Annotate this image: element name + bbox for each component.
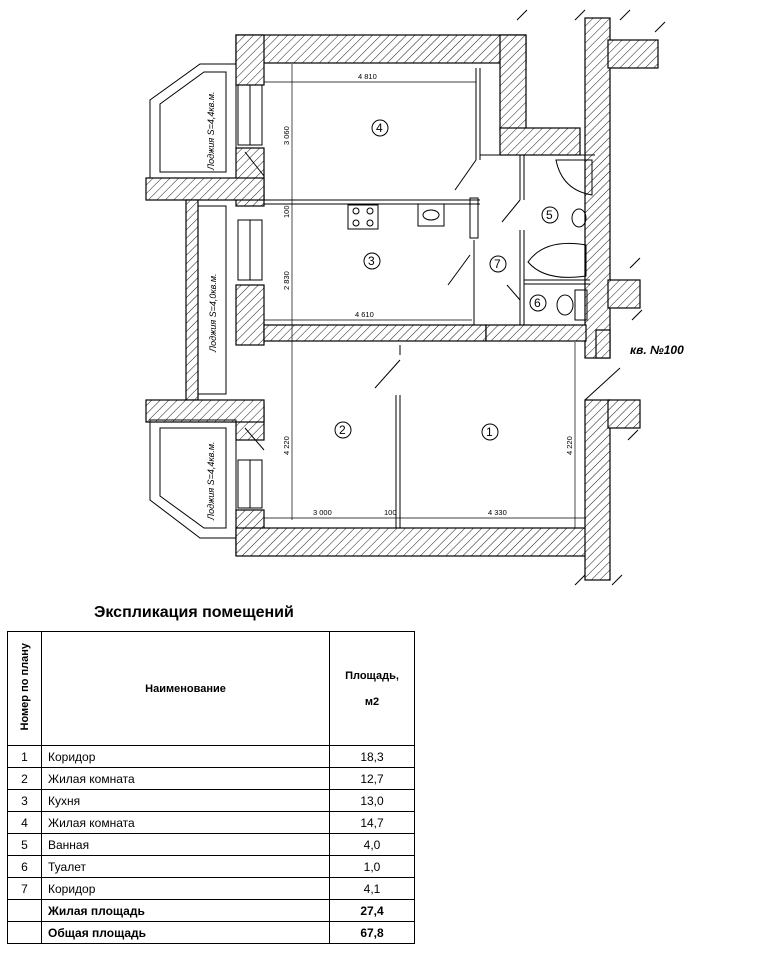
row-area: 18,3 — [330, 746, 415, 768]
table-header-row — [8, 632, 415, 746]
dim-partition-1: 100 — [282, 205, 291, 218]
fixtures — [348, 160, 592, 320]
total-row-living — [8, 900, 415, 922]
header-number: Номер по плану — [8, 632, 42, 746]
room-number-5: 5 — [546, 208, 553, 222]
row-name: Ванная — [42, 834, 330, 856]
apartment-label: кв. №100 — [630, 343, 684, 357]
table-row — [8, 834, 415, 856]
row-num: 5 — [8, 834, 42, 856]
loggia-label-bottom: Лоджия S=4,4кв.м. — [206, 441, 216, 520]
total-name: Общая площадь — [42, 922, 330, 944]
total-area: 67,8 — [330, 922, 415, 944]
table-row — [8, 812, 415, 834]
washbasin-icon — [572, 209, 586, 227]
table-row — [8, 746, 415, 768]
bathtub-icon — [528, 243, 586, 277]
table-row — [8, 790, 415, 812]
header-area — [330, 632, 415, 746]
loggia-label-middle: Лоджия S=4,0кв.м. — [208, 273, 218, 352]
row-name: Жилая комната — [42, 768, 330, 790]
dim-room4-height: 3 060 — [282, 126, 291, 145]
exterior-walls — [236, 18, 658, 580]
row-num: 1 — [8, 746, 42, 768]
stove-icon — [348, 205, 378, 229]
row-num: 2 — [8, 768, 42, 790]
row-num: 6 — [8, 856, 42, 878]
room-number-6: 6 — [534, 296, 541, 310]
row-area: 12,7 — [330, 768, 415, 790]
row-area: 4,0 — [330, 834, 415, 856]
row-name: Коридор — [42, 746, 330, 768]
row-name: Коридор — [42, 878, 330, 900]
dim-kitchen-height: 2 830 — [282, 271, 291, 290]
dim-room1-width: 4 330 — [488, 508, 507, 517]
row-name: Туалет — [42, 856, 330, 878]
room-number-4: 4 — [376, 121, 383, 135]
dim-partition-2: 100 — [384, 508, 397, 517]
table-row — [8, 878, 415, 900]
total-num-empty — [8, 900, 42, 922]
sink-icon — [418, 204, 444, 226]
dim-room1-height: 4 220 — [565, 436, 574, 455]
total-area: 27,4 — [330, 900, 415, 922]
loggia-label-top: Лоджия S=4,4кв.м. — [206, 91, 216, 170]
row-area: 13,0 — [330, 790, 415, 812]
header-area-line2: м2 — [364, 695, 380, 708]
explication-title: Экспликация помещений — [94, 604, 294, 621]
room-number-1: 1 — [486, 425, 493, 439]
total-num-empty — [8, 922, 42, 944]
toilet-icon — [557, 295, 573, 315]
dim-room2-height: 4 220 — [282, 436, 291, 455]
row-name: Жилая комната — [42, 812, 330, 834]
row-name: Кухня — [42, 790, 330, 812]
room-number-7: 7 — [494, 257, 501, 271]
row-num: 4 — [8, 812, 42, 834]
total-row-overall — [8, 922, 415, 944]
table-row — [8, 768, 415, 790]
loggia-bottom — [150, 420, 236, 538]
explication-table — [7, 631, 415, 944]
header-area-line1: Площадь, — [345, 669, 399, 682]
header-name: Наименование — [42, 632, 330, 746]
row-area: 4,1 — [330, 878, 415, 900]
row-area: 1,0 — [330, 856, 415, 878]
door-swings — [245, 152, 620, 450]
row-area: 14,7 — [330, 812, 415, 834]
dim-kitchen-width: 4 610 — [355, 310, 374, 319]
room-number-2: 2 — [339, 423, 346, 437]
total-name: Жилая площадь — [42, 900, 330, 922]
table-row — [8, 856, 415, 878]
dim-top-width: 4 810 — [358, 72, 377, 81]
dim-room2-width: 3 000 — [313, 508, 332, 517]
room-number-3: 3 — [368, 254, 375, 268]
row-num: 3 — [8, 790, 42, 812]
row-num: 7 — [8, 878, 42, 900]
